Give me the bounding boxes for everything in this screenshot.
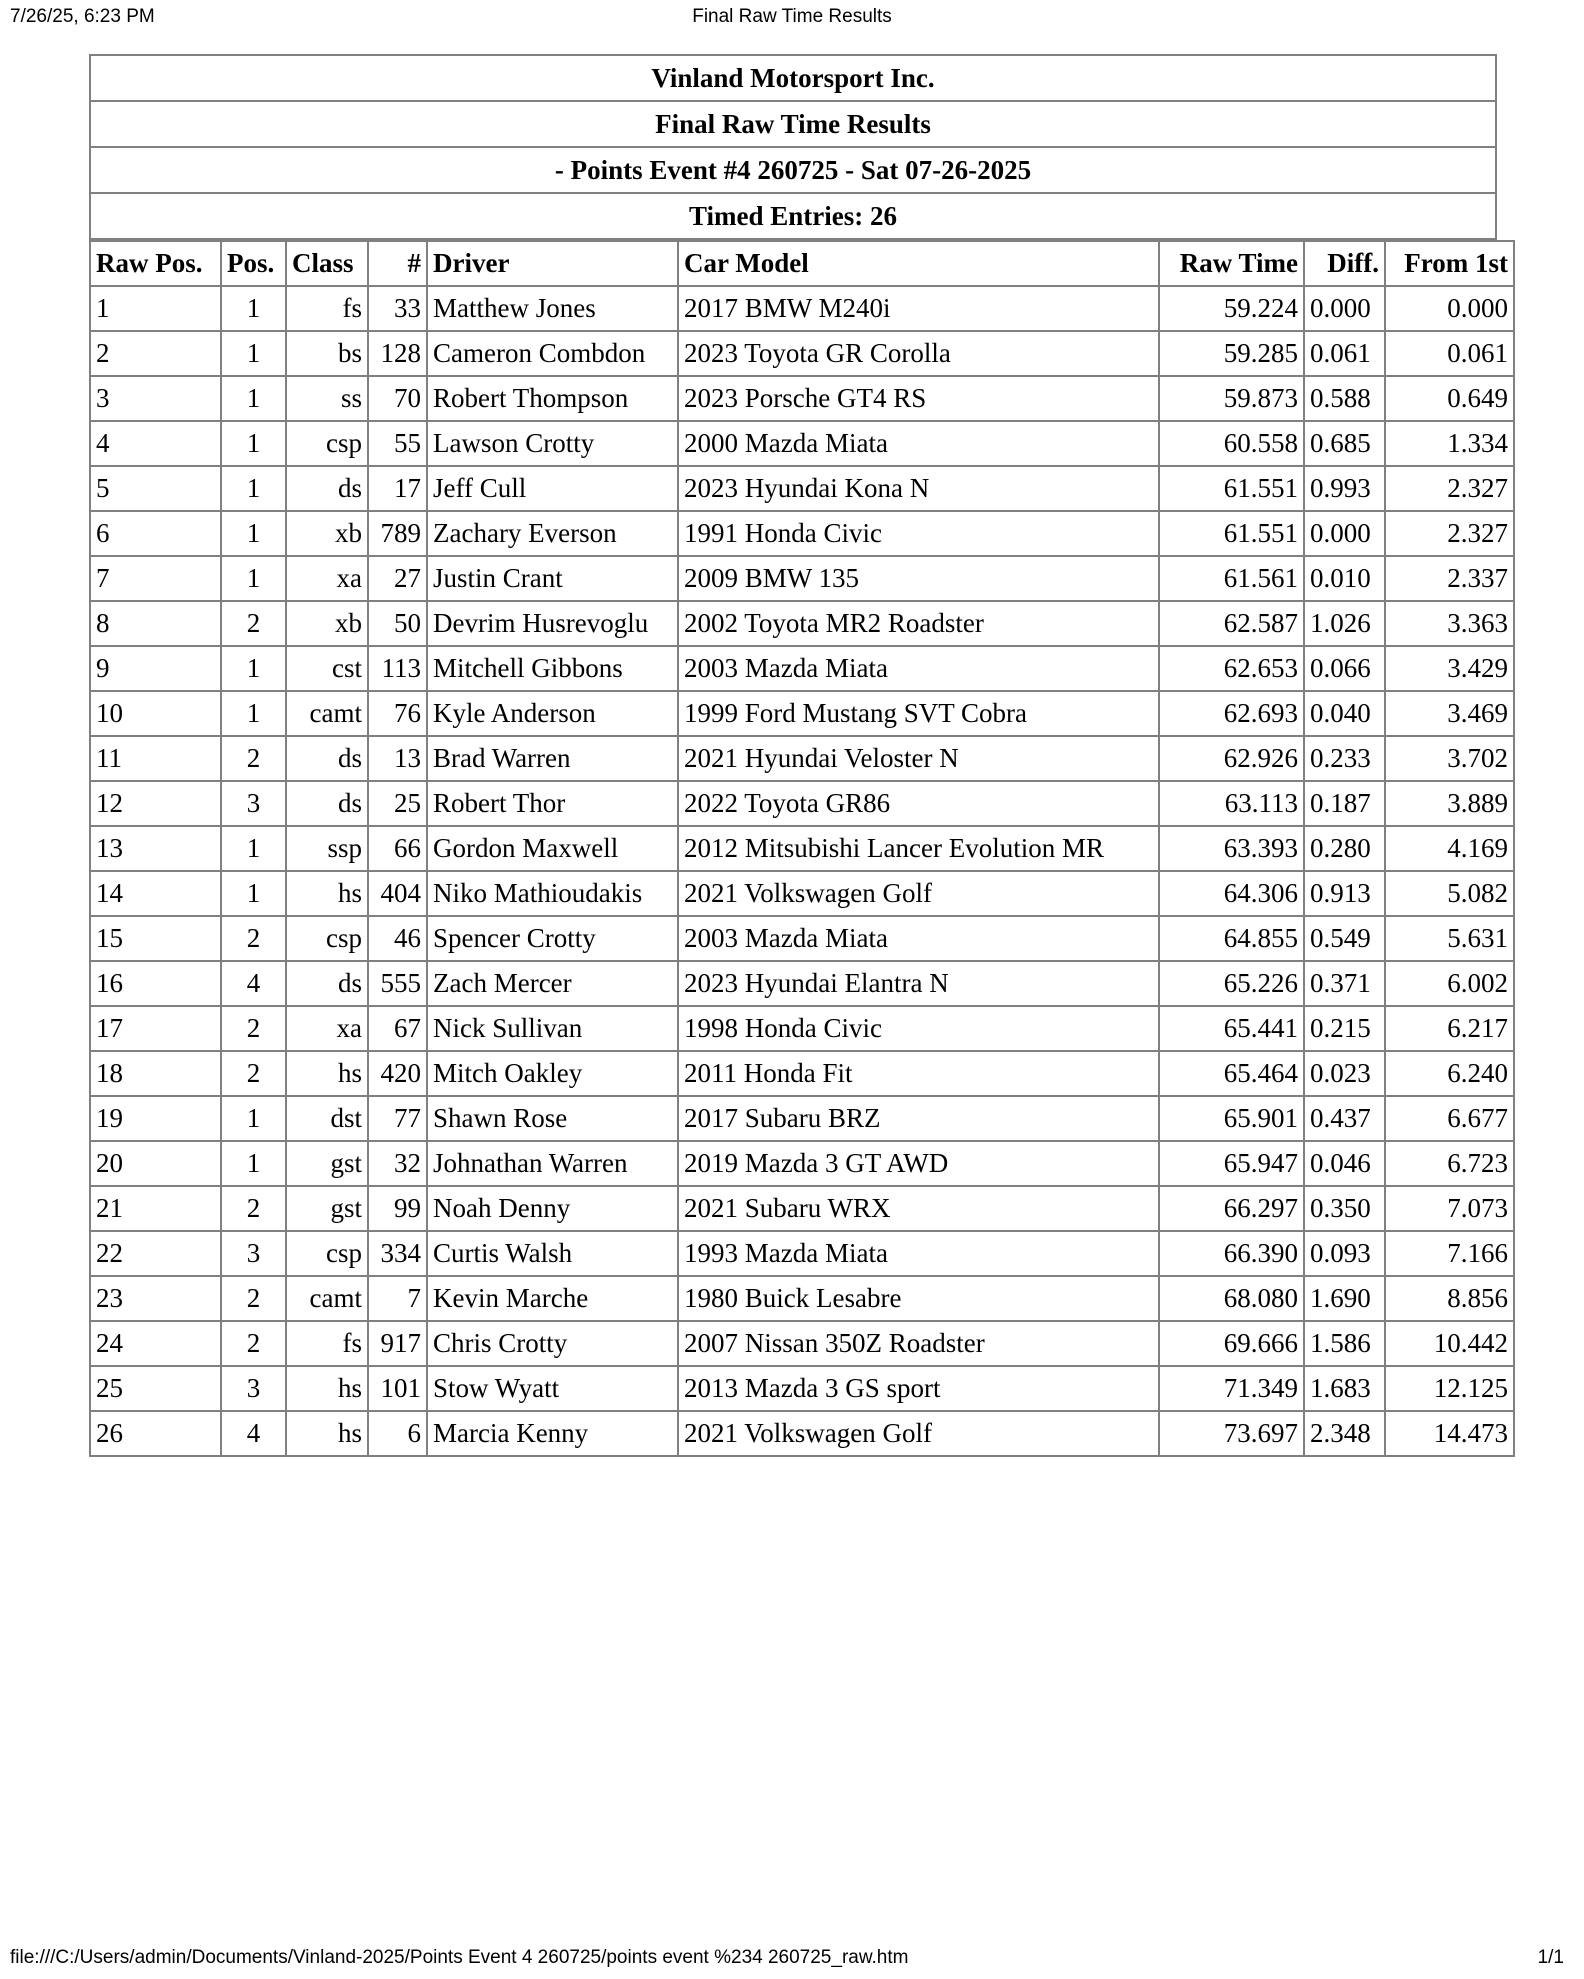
car-model-cell: 2012 Mitsubishi Lancer Evolution MR bbox=[678, 826, 1159, 871]
table-row bbox=[90, 916, 1514, 961]
table-row bbox=[90, 1321, 1514, 1366]
driver-cell: Cameron Combdon bbox=[427, 331, 678, 376]
print-datetime: 7/26/25, 6:23 PM bbox=[10, 6, 155, 27]
table-row bbox=[90, 646, 1514, 691]
table-row bbox=[90, 421, 1514, 466]
pos-cell: 1 bbox=[221, 826, 286, 871]
pos-cell: 1 bbox=[221, 691, 286, 736]
raw-pos-cell: 4 bbox=[90, 421, 221, 466]
raw-pos-cell: 23 bbox=[90, 1276, 221, 1321]
pos-cell: 2 bbox=[221, 1276, 286, 1321]
print-title: Final Raw Time Results bbox=[692, 6, 892, 27]
raw-pos-cell: 13 bbox=[90, 826, 221, 871]
table-row bbox=[90, 691, 1514, 736]
raw-time-cell: 65.441 bbox=[1159, 1006, 1304, 1051]
from-first-cell: 2.337 bbox=[1385, 556, 1514, 601]
raw-time-cell: 62.587 bbox=[1159, 601, 1304, 646]
class-cell: hs bbox=[286, 871, 368, 916]
raw-pos-cell: 11 bbox=[90, 736, 221, 781]
number-cell: 128 bbox=[368, 331, 427, 376]
raw-pos-cell: 14 bbox=[90, 871, 221, 916]
car-model-cell: 2002 Toyota MR2 Roadster bbox=[678, 601, 1159, 646]
diff-cell: 0.280 bbox=[1304, 826, 1385, 871]
class-cell: hs bbox=[286, 1366, 368, 1411]
driver-cell: Spencer Crotty bbox=[427, 916, 678, 961]
from-first-cell: 8.856 bbox=[1385, 1276, 1514, 1321]
car-model-cell: 1998 Honda Civic bbox=[678, 1006, 1159, 1051]
class-cell: bs bbox=[286, 331, 368, 376]
pos-cell: 1 bbox=[221, 1096, 286, 1141]
car-model-cell: 2021 Hyundai Veloster N bbox=[678, 736, 1159, 781]
number-cell: 420 bbox=[368, 1051, 427, 1096]
number-cell: 789 bbox=[368, 511, 427, 556]
number-cell: 404 bbox=[368, 871, 427, 916]
driver-cell: Curtis Walsh bbox=[427, 1231, 678, 1276]
raw-time-cell: 59.285 bbox=[1159, 331, 1304, 376]
raw-pos-cell: 7 bbox=[90, 556, 221, 601]
diff-cell: 0.588 bbox=[1304, 376, 1385, 421]
car-model-cell: 2021 Volkswagen Golf bbox=[678, 871, 1159, 916]
number-cell: 17 bbox=[368, 466, 427, 511]
diff-cell: 0.187 bbox=[1304, 781, 1385, 826]
class-cell: cst bbox=[286, 646, 368, 691]
raw-time-cell: 64.306 bbox=[1159, 871, 1304, 916]
class-cell: ds bbox=[286, 961, 368, 1006]
car-model-cell: 2003 Mazda Miata bbox=[678, 646, 1159, 691]
pos-cell: 2 bbox=[221, 916, 286, 961]
number-cell: 99 bbox=[368, 1186, 427, 1231]
pos-cell: 2 bbox=[221, 1006, 286, 1051]
car-model-cell: 1980 Buick Lesabre bbox=[678, 1276, 1159, 1321]
raw-time-cell: 61.561 bbox=[1159, 556, 1304, 601]
class-cell: camt bbox=[286, 691, 368, 736]
diff-cell: 0.913 bbox=[1304, 871, 1385, 916]
from-first-cell: 5.631 bbox=[1385, 916, 1514, 961]
car-model-cell: 2023 Hyundai Kona N bbox=[678, 466, 1159, 511]
car-model-cell: 2022 Toyota GR86 bbox=[678, 781, 1159, 826]
raw-pos-cell: 5 bbox=[90, 466, 221, 511]
driver-cell: Johnathan Warren bbox=[427, 1141, 678, 1186]
number-cell: 25 bbox=[368, 781, 427, 826]
table-row bbox=[90, 781, 1514, 826]
raw-time-cell: 65.947 bbox=[1159, 1141, 1304, 1186]
from-first-cell: 3.702 bbox=[1385, 736, 1514, 781]
car-model-cell: 2011 Honda Fit bbox=[678, 1051, 1159, 1096]
number-cell: 27 bbox=[368, 556, 427, 601]
diff-cell: 0.010 bbox=[1304, 556, 1385, 601]
class-cell: ds bbox=[286, 466, 368, 511]
from-first-cell: 0.061 bbox=[1385, 331, 1514, 376]
car-model-cell: 2003 Mazda Miata bbox=[678, 916, 1159, 961]
class-cell: csp bbox=[286, 421, 368, 466]
raw-pos-cell: 20 bbox=[90, 1141, 221, 1186]
number-cell: 70 bbox=[368, 376, 427, 421]
from-first-cell: 1.334 bbox=[1385, 421, 1514, 466]
table-row bbox=[90, 1186, 1514, 1231]
from-first-cell: 3.469 bbox=[1385, 691, 1514, 736]
number-cell: 32 bbox=[368, 1141, 427, 1186]
from-first-cell: 0.000 bbox=[1385, 286, 1514, 331]
pos-cell: 1 bbox=[221, 331, 286, 376]
from-first-cell: 0.649 bbox=[1385, 376, 1514, 421]
from-first-cell: 14.473 bbox=[1385, 1411, 1514, 1456]
from-first-cell: 10.442 bbox=[1385, 1321, 1514, 1366]
class-cell: fs bbox=[286, 286, 368, 331]
diff-cell: 0.040 bbox=[1304, 691, 1385, 736]
table-row bbox=[90, 1411, 1514, 1456]
diff-cell: 0.023 bbox=[1304, 1051, 1385, 1096]
driver-cell: Gordon Maxwell bbox=[427, 826, 678, 871]
pos-cell: 4 bbox=[221, 961, 286, 1006]
from-first-cell: 7.073 bbox=[1385, 1186, 1514, 1231]
class-cell: ss bbox=[286, 376, 368, 421]
from-first-cell: 7.166 bbox=[1385, 1231, 1514, 1276]
pos-cell: 1 bbox=[221, 646, 286, 691]
table-row bbox=[90, 1006, 1514, 1051]
driver-cell: Kyle Anderson bbox=[427, 691, 678, 736]
col-diff: Diff. bbox=[1304, 241, 1385, 286]
raw-pos-cell: 15 bbox=[90, 916, 221, 961]
class-cell: ssp bbox=[286, 826, 368, 871]
diff-cell: 1.586 bbox=[1304, 1321, 1385, 1366]
table-row bbox=[90, 736, 1514, 781]
results-table bbox=[89, 240, 1515, 1457]
page-count: 1/1 bbox=[1537, 1947, 1564, 1968]
raw-time-cell: 61.551 bbox=[1159, 511, 1304, 556]
pos-cell: 4 bbox=[221, 1411, 286, 1456]
col-class: Class bbox=[286, 241, 368, 286]
car-model-cell: 1999 Ford Mustang SVT Cobra bbox=[678, 691, 1159, 736]
raw-time-cell: 63.393 bbox=[1159, 826, 1304, 871]
report-title-block bbox=[89, 54, 1497, 240]
raw-pos-cell: 2 bbox=[90, 331, 221, 376]
diff-cell: 0.066 bbox=[1304, 646, 1385, 691]
number-cell: 50 bbox=[368, 601, 427, 646]
pos-cell: 2 bbox=[221, 1186, 286, 1231]
pos-cell: 1 bbox=[221, 421, 286, 466]
table-row bbox=[90, 1276, 1514, 1321]
from-first-cell: 2.327 bbox=[1385, 466, 1514, 511]
col-number: # bbox=[368, 241, 427, 286]
diff-cell: 0.371 bbox=[1304, 961, 1385, 1006]
number-cell: 46 bbox=[368, 916, 427, 961]
raw-pos-cell: 9 bbox=[90, 646, 221, 691]
results-report bbox=[89, 54, 1513, 1457]
number-cell: 76 bbox=[368, 691, 427, 736]
pos-cell: 1 bbox=[221, 466, 286, 511]
raw-time-cell: 61.551 bbox=[1159, 466, 1304, 511]
car-model-cell: 2013 Mazda 3 GS sport bbox=[678, 1366, 1159, 1411]
raw-pos-cell: 8 bbox=[90, 601, 221, 646]
diff-cell: 0.093 bbox=[1304, 1231, 1385, 1276]
raw-pos-cell: 18 bbox=[90, 1051, 221, 1096]
car-model-cell: 2000 Mazda Miata bbox=[678, 421, 1159, 466]
raw-pos-cell: 10 bbox=[90, 691, 221, 736]
from-first-cell: 3.429 bbox=[1385, 646, 1514, 691]
driver-cell: Zach Mercer bbox=[427, 961, 678, 1006]
table-row bbox=[90, 376, 1514, 421]
driver-cell: Brad Warren bbox=[427, 736, 678, 781]
col-from-first: From 1st bbox=[1385, 241, 1514, 286]
number-cell: 33 bbox=[368, 286, 427, 331]
pos-cell: 1 bbox=[221, 286, 286, 331]
raw-time-cell: 59.873 bbox=[1159, 376, 1304, 421]
driver-cell: Justin Crant bbox=[427, 556, 678, 601]
driver-cell: Nick Sullivan bbox=[427, 1006, 678, 1051]
table-row bbox=[90, 511, 1514, 556]
from-first-cell: 6.240 bbox=[1385, 1051, 1514, 1096]
timed-entries: Timed Entries: 26 bbox=[91, 194, 1495, 240]
raw-pos-cell: 25 bbox=[90, 1366, 221, 1411]
table-row bbox=[90, 961, 1514, 1006]
pos-cell: 3 bbox=[221, 1231, 286, 1276]
pos-cell: 2 bbox=[221, 1051, 286, 1096]
raw-pos-cell: 26 bbox=[90, 1411, 221, 1456]
driver-cell: Devrim Husrevoglu bbox=[427, 601, 678, 646]
raw-time-cell: 59.224 bbox=[1159, 286, 1304, 331]
class-cell: fs bbox=[286, 1321, 368, 1366]
driver-cell: Robert Thor bbox=[427, 781, 678, 826]
pos-cell: 1 bbox=[221, 376, 286, 421]
driver-cell: Chris Crotty bbox=[427, 1321, 678, 1366]
raw-pos-cell: 1 bbox=[90, 286, 221, 331]
car-model-cell: 2023 Toyota GR Corolla bbox=[678, 331, 1159, 376]
pos-cell: 3 bbox=[221, 781, 286, 826]
raw-pos-cell: 19 bbox=[90, 1096, 221, 1141]
table-row bbox=[90, 466, 1514, 511]
driver-cell: Matthew Jones bbox=[427, 286, 678, 331]
number-cell: 917 bbox=[368, 1321, 427, 1366]
organization-name: Vinland Motorsport Inc. bbox=[91, 56, 1495, 102]
raw-time-cell: 63.113 bbox=[1159, 781, 1304, 826]
table-row bbox=[90, 1141, 1514, 1186]
from-first-cell: 3.889 bbox=[1385, 781, 1514, 826]
table-row bbox=[90, 601, 1514, 646]
car-model-cell: 2007 Nissan 350Z Roadster bbox=[678, 1321, 1159, 1366]
pos-cell: 3 bbox=[221, 1366, 286, 1411]
diff-cell: 0.046 bbox=[1304, 1141, 1385, 1186]
raw-time-cell: 65.901 bbox=[1159, 1096, 1304, 1141]
event-name: - Points Event #4 260725 - Sat 07-26-2025 bbox=[91, 148, 1495, 194]
from-first-cell: 6.677 bbox=[1385, 1096, 1514, 1141]
col-pos: Pos. bbox=[221, 241, 286, 286]
car-model-cell: 2019 Mazda 3 GT AWD bbox=[678, 1141, 1159, 1186]
number-cell: 7 bbox=[368, 1276, 427, 1321]
diff-cell: 1.690 bbox=[1304, 1276, 1385, 1321]
report-title: Final Raw Time Results bbox=[91, 102, 1495, 148]
car-model-cell: 2023 Porsche GT4 RS bbox=[678, 376, 1159, 421]
class-cell: gst bbox=[286, 1186, 368, 1231]
col-raw-pos: Raw Pos. bbox=[90, 241, 221, 286]
diff-cell: 0.685 bbox=[1304, 421, 1385, 466]
from-first-cell: 4.169 bbox=[1385, 826, 1514, 871]
raw-pos-cell: 12 bbox=[90, 781, 221, 826]
table-row bbox=[90, 871, 1514, 916]
col-driver: Driver bbox=[427, 241, 678, 286]
raw-time-cell: 64.855 bbox=[1159, 916, 1304, 961]
raw-time-cell: 62.653 bbox=[1159, 646, 1304, 691]
car-model-cell: 2017 BMW M240i bbox=[678, 286, 1159, 331]
car-model-cell: 2017 Subaru BRZ bbox=[678, 1096, 1159, 1141]
raw-time-cell: 66.297 bbox=[1159, 1186, 1304, 1231]
diff-cell: 0.215 bbox=[1304, 1006, 1385, 1051]
driver-cell: Stow Wyatt bbox=[427, 1366, 678, 1411]
raw-pos-cell: 6 bbox=[90, 511, 221, 556]
raw-time-cell: 71.349 bbox=[1159, 1366, 1304, 1411]
class-cell: hs bbox=[286, 1051, 368, 1096]
raw-time-cell: 69.666 bbox=[1159, 1321, 1304, 1366]
driver-cell: Marcia Kenny bbox=[427, 1411, 678, 1456]
table-row bbox=[90, 556, 1514, 601]
raw-time-cell: 62.693 bbox=[1159, 691, 1304, 736]
raw-pos-cell: 22 bbox=[90, 1231, 221, 1276]
raw-time-cell: 62.926 bbox=[1159, 736, 1304, 781]
table-row bbox=[90, 1051, 1514, 1096]
driver-cell: Lawson Crotty bbox=[427, 421, 678, 466]
number-cell: 67 bbox=[368, 1006, 427, 1051]
print-url: file:///C:/Users/admin/Documents/Vinland-2025/Points Event 4 260725/points event %234 260725_raw.htm bbox=[10, 1947, 909, 1968]
table-row bbox=[90, 1231, 1514, 1276]
diff-cell: 1.026 bbox=[1304, 601, 1385, 646]
print-header bbox=[0, 6, 1584, 30]
print-footer bbox=[0, 1947, 1584, 1971]
table-row bbox=[90, 826, 1514, 871]
pos-cell: 1 bbox=[221, 1141, 286, 1186]
class-cell: hs bbox=[286, 1411, 368, 1456]
raw-pos-cell: 24 bbox=[90, 1321, 221, 1366]
class-cell: xb bbox=[286, 511, 368, 556]
pos-cell: 1 bbox=[221, 511, 286, 556]
car-model-cell: 2023 Hyundai Elantra N bbox=[678, 961, 1159, 1006]
pos-cell: 1 bbox=[221, 556, 286, 601]
class-cell: xb bbox=[286, 601, 368, 646]
driver-cell: Zachary Everson bbox=[427, 511, 678, 556]
number-cell: 101 bbox=[368, 1366, 427, 1411]
number-cell: 555 bbox=[368, 961, 427, 1006]
class-cell: csp bbox=[286, 1231, 368, 1276]
pos-cell: 2 bbox=[221, 601, 286, 646]
col-car-model: Car Model bbox=[678, 241, 1159, 286]
diff-cell: 2.348 bbox=[1304, 1411, 1385, 1456]
raw-time-cell: 73.697 bbox=[1159, 1411, 1304, 1456]
driver-cell: Kevin Marche bbox=[427, 1276, 678, 1321]
number-cell: 113 bbox=[368, 646, 427, 691]
from-first-cell: 6.002 bbox=[1385, 961, 1514, 1006]
table-row bbox=[90, 286, 1514, 331]
number-cell: 66 bbox=[368, 826, 427, 871]
diff-cell: 0.061 bbox=[1304, 331, 1385, 376]
driver-cell: Jeff Cull bbox=[427, 466, 678, 511]
from-first-cell: 3.363 bbox=[1385, 601, 1514, 646]
results-body bbox=[90, 286, 1514, 1456]
from-first-cell: 12.125 bbox=[1385, 1366, 1514, 1411]
car-model-cell: 1993 Mazda Miata bbox=[678, 1231, 1159, 1276]
diff-cell: 0.549 bbox=[1304, 916, 1385, 961]
car-model-cell: 1991 Honda Civic bbox=[678, 511, 1159, 556]
raw-time-cell: 68.080 bbox=[1159, 1276, 1304, 1321]
raw-time-cell: 65.464 bbox=[1159, 1051, 1304, 1096]
class-cell: gst bbox=[286, 1141, 368, 1186]
class-cell: dst bbox=[286, 1096, 368, 1141]
driver-cell: Mitchell Gibbons bbox=[427, 646, 678, 691]
diff-cell: 0.350 bbox=[1304, 1186, 1385, 1231]
pos-cell: 1 bbox=[221, 871, 286, 916]
raw-pos-cell: 17 bbox=[90, 1006, 221, 1051]
driver-cell: Shawn Rose bbox=[427, 1096, 678, 1141]
class-cell: xa bbox=[286, 556, 368, 601]
class-cell: ds bbox=[286, 736, 368, 781]
col-raw-time: Raw Time bbox=[1159, 241, 1304, 286]
number-cell: 334 bbox=[368, 1231, 427, 1276]
raw-pos-cell: 21 bbox=[90, 1186, 221, 1231]
diff-cell: 0.437 bbox=[1304, 1096, 1385, 1141]
table-row bbox=[90, 1096, 1514, 1141]
raw-time-cell: 60.558 bbox=[1159, 421, 1304, 466]
driver-cell: Niko Mathioudakis bbox=[427, 871, 678, 916]
class-cell: csp bbox=[286, 916, 368, 961]
from-first-cell: 5.082 bbox=[1385, 871, 1514, 916]
diff-cell: 1.683 bbox=[1304, 1366, 1385, 1411]
diff-cell: 0.993 bbox=[1304, 466, 1385, 511]
number-cell: 6 bbox=[368, 1411, 427, 1456]
driver-cell: Noah Denny bbox=[427, 1186, 678, 1231]
driver-cell: Robert Thompson bbox=[427, 376, 678, 421]
car-model-cell: 2009 BMW 135 bbox=[678, 556, 1159, 601]
number-cell: 55 bbox=[368, 421, 427, 466]
results-header-row bbox=[90, 241, 1514, 286]
pos-cell: 2 bbox=[221, 736, 286, 781]
diff-cell: 0.000 bbox=[1304, 511, 1385, 556]
table-row bbox=[90, 331, 1514, 376]
diff-cell: 0.000 bbox=[1304, 286, 1385, 331]
driver-cell: Mitch Oakley bbox=[427, 1051, 678, 1096]
raw-time-cell: 66.390 bbox=[1159, 1231, 1304, 1276]
class-cell: ds bbox=[286, 781, 368, 826]
number-cell: 13 bbox=[368, 736, 427, 781]
diff-cell: 0.233 bbox=[1304, 736, 1385, 781]
from-first-cell: 6.723 bbox=[1385, 1141, 1514, 1186]
from-first-cell: 2.327 bbox=[1385, 511, 1514, 556]
raw-pos-cell: 16 bbox=[90, 961, 221, 1006]
pos-cell: 2 bbox=[221, 1321, 286, 1366]
table-row bbox=[90, 1366, 1514, 1411]
car-model-cell: 2021 Subaru WRX bbox=[678, 1186, 1159, 1231]
raw-pos-cell: 3 bbox=[90, 376, 221, 421]
number-cell: 77 bbox=[368, 1096, 427, 1141]
class-cell: xa bbox=[286, 1006, 368, 1051]
car-model-cell: 2021 Volkswagen Golf bbox=[678, 1411, 1159, 1456]
raw-time-cell: 65.226 bbox=[1159, 961, 1304, 1006]
from-first-cell: 6.217 bbox=[1385, 1006, 1514, 1051]
class-cell: camt bbox=[286, 1276, 368, 1321]
